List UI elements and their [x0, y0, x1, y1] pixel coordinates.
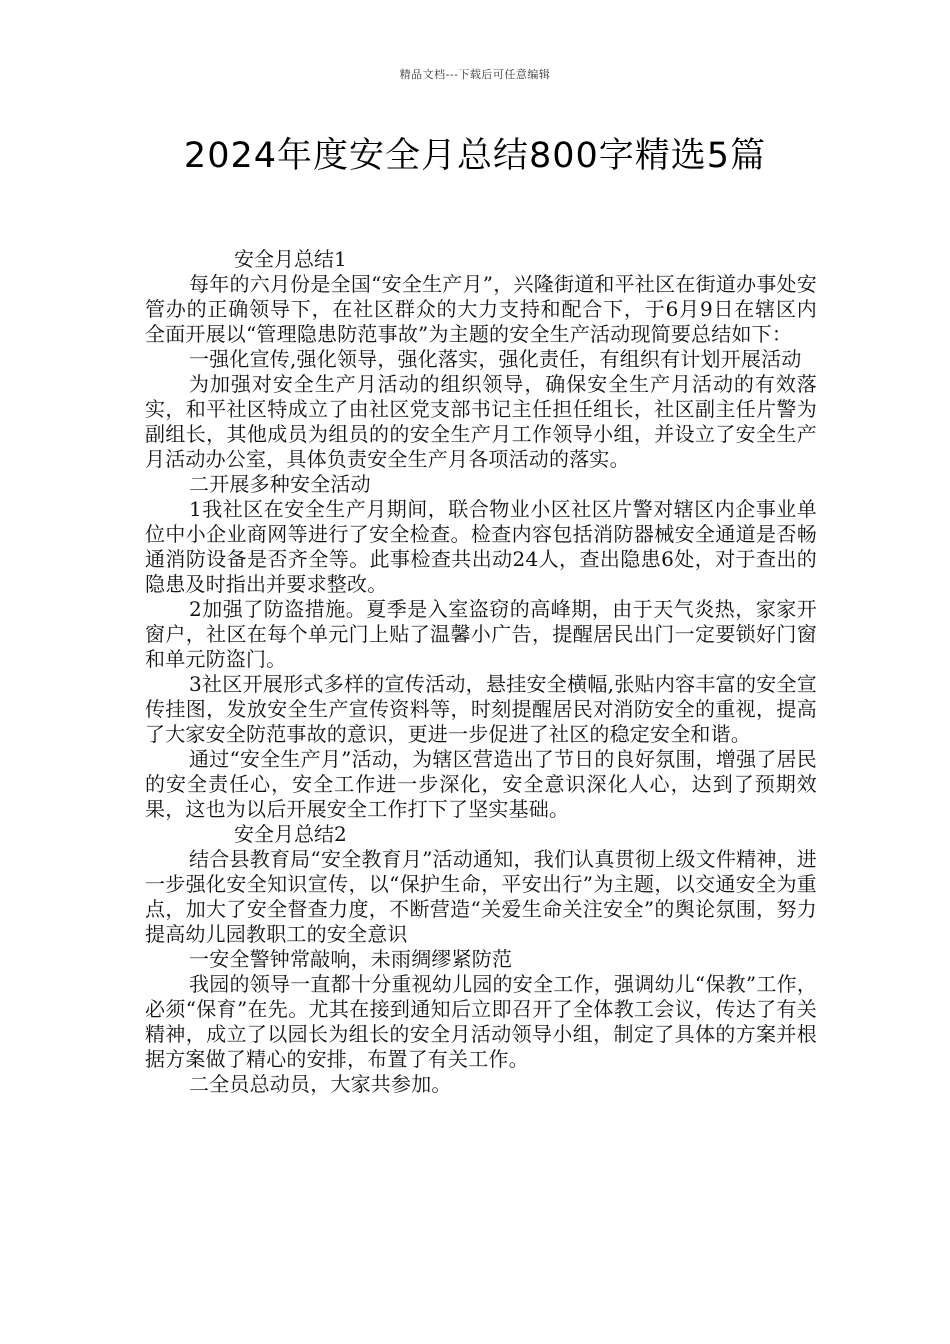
document-body: [145, 247, 817, 1097]
paragraph: 二全员总动员，大家共参加。: [189, 1072, 452, 1096]
paragraph: 一强化宣传,强化领导，强化落实，强化责任，有组织有计划开展活动: [189, 347, 802, 371]
paragraph: 1我社区在安全生产月期间，联合物业小区社区片警对辖区内企事业单位中小企业商网等进行了安全检查。检查内容包括消防器械安全通道是否畅通消防设备是否齐全等。此事检查共出动24人，查出隐患6处，对于查出的隐患及时指出并要求整改。: [145, 497, 817, 596]
paragraph: 二开展多种安全活动: [189, 472, 371, 496]
paragraph: 为加强对安全生产月活动的组织领导，确保安全生产月活动的有效落实，和平社区特成立了由社区党支部书记主任担任组长，社区副主任片警为副组长，其他成员为组员的的安全生产月工作领导小组，并设立了安全生产月活动办公室，具体负责安全生产月各项活动的落实。: [145, 372, 817, 471]
document-title: 2024年度安全月总结800字精选5篇: [183, 136, 767, 176]
section-heading: 安全月总结1: [234, 247, 347, 271]
paragraph: 每年的六月份是全国“安全生产月”，兴隆街道和平社区在街道办事处安管办的正确领导下，在社区群众的大力支持和配合下，于6月9日在辖区内全面开展以“管理隐患防范事故”为主题的安全生产活动现简要总结如下：: [145, 272, 817, 346]
paragraph: 一安全警钟常敲响，未雨绸缪紧防范: [189, 947, 513, 971]
paragraph: 2加强了防盗措施。夏季是入室盗窃的高峰期，由于天气炎热，家家开窗户，社区在每个单元门上贴了温馨小广告，提醒居民出门一定要锁好门窗和单元防盗门。: [145, 597, 817, 671]
paragraph: 通过“安全生产月”活动，为辖区营造出了节日的良好氛围，增强了居民的安全责任心，安全工作进一步深化，安全意识深化人心，达到了预期效果，这也为以后开展安全工作打下了坚实基础。: [145, 747, 817, 821]
paragraph: 结合县教育局“安全教育月”活动通知，我们认真贯彻上级文件精神，进一步强化安全知识宣传，以“保护生命，平安出行”为主题，以交通安全为重点，加大了安全督查力度，不断营造“关爱生命关注安全”的舆论氛围，努力提高幼儿园教职工的安全意识: [145, 847, 817, 946]
paragraph: 3社区开展形式多样的宣传活动，悬挂安全横幅,张贴内容丰富的安全宣传挂图，发放安全生产宣传资料等，时刻提醒居民对消防安全的重视，提高了大家安全防范事故的意识，更进一步促进了社区的稳定安全和谐。: [145, 672, 817, 746]
paragraph: 我园的领导一直都十分重视幼儿园的安全工作，强调幼儿“保教”工作，必须“保育”在先。尤其在接到通知后立即召开了全体教工会议，传达了有关精神，成立了以园长为组长的安全月活动领导小组，制定了具体的方案并根据方案做了精心的安排，布置了有关工作。: [145, 972, 817, 1071]
header-note: 精品文档---下载后可任意编辑: [399, 68, 551, 81]
section-heading: 安全月总结2: [234, 822, 347, 846]
